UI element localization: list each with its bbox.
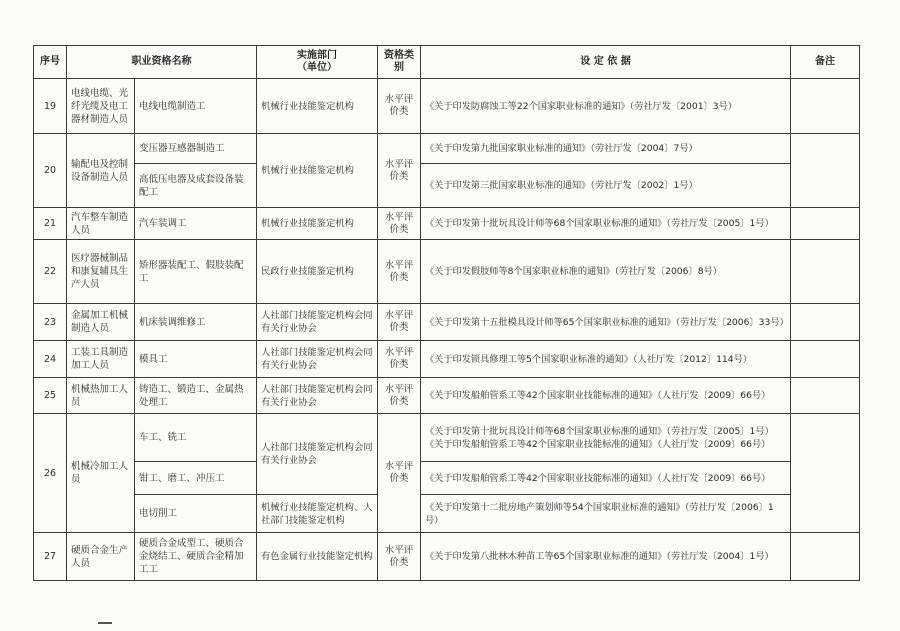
row-group: 输配电及控制设备制造人员 xyxy=(67,134,135,208)
row-dept: 有色金属行业技能鉴定机构 xyxy=(257,533,378,581)
row-dept: 人社部门技能鉴定机构会同有关行业协会 xyxy=(257,341,378,378)
row-name: 钳工、磨工、冲压工 xyxy=(135,462,257,495)
row-note xyxy=(791,240,860,304)
row-basis: 《关于印发第八批林木种苗工等65个国家职业标准的通知》（劳社厅发〔2004〕1号） xyxy=(421,533,791,581)
row-group: 工装工具制造加工人员 xyxy=(67,341,135,378)
row-seq: 20 xyxy=(34,134,67,208)
table-row xyxy=(34,462,860,495)
row-name: 电切削工 xyxy=(135,495,257,533)
qualification-table xyxy=(33,45,860,581)
row-seq: 25 xyxy=(34,378,67,414)
row-name: 矫形器装配工、假肢装配工 xyxy=(135,240,257,304)
header-row xyxy=(34,46,860,79)
row-group: 硬质合金生产人员 xyxy=(67,533,135,581)
row-group: 医疗器械制品和康复辅具生产人员 xyxy=(67,240,135,304)
row-basis: 《关于印发锁具修理工等5个国家职业标准的通知》（人社厅发〔2012〕114号） xyxy=(421,341,791,378)
row-dept: 民政行业技能鉴定机构 xyxy=(257,240,378,304)
row-basis: 《关于印发假肢师等8个国家职业标准的通知》（劳社厅发〔2006〕8号） xyxy=(421,240,791,304)
table-row xyxy=(34,164,860,208)
row-type: 水平评价类 xyxy=(378,341,421,378)
row-seq: 21 xyxy=(34,208,67,240)
header-name: 职业资格名称 xyxy=(67,46,257,79)
row-basis: 《关于印发第九批国家职业标准的通知》（劳社厅发〔2004〕7号） xyxy=(421,134,791,164)
scan-mark xyxy=(98,622,112,624)
header-seq: 序号 xyxy=(34,46,67,79)
row-note xyxy=(791,341,860,378)
row-basis: 《关于印发第十批玩具设计师等68个国家职业标准的通知》（劳社厅发〔2005〕1号）《关于印发船舶管系工等42个国家职业技能标准的通知》（人社厅发〔2009〕66号） xyxy=(421,414,791,462)
row-name: 模具工 xyxy=(135,341,257,378)
row-name: 铸造工、锻造工、金属热处理工 xyxy=(135,378,257,414)
row-group: 机械冷加工人员 xyxy=(67,414,135,533)
header-type: 资格类别 xyxy=(378,46,421,79)
row-note xyxy=(791,533,860,581)
row-note xyxy=(791,134,860,208)
row-seq: 24 xyxy=(34,341,67,378)
row-name: 电线电缆制造工 xyxy=(135,79,257,134)
header-dept: 实施部门 （单位） xyxy=(257,46,378,79)
table-row xyxy=(34,533,860,581)
row-dept: 机械行业技能鉴定机构、人社部门技能鉴定机构 xyxy=(257,495,378,533)
row-note xyxy=(791,378,860,414)
table-row xyxy=(34,495,860,533)
row-dept: 机械行业技能鉴定机构 xyxy=(257,79,378,134)
row-name: 机床装调维修工 xyxy=(135,304,257,341)
row-seq: 23 xyxy=(34,304,67,341)
row-dept: 机械行业技能鉴定机构 xyxy=(257,134,378,208)
row-group: 汽车整车制造人员 xyxy=(67,208,135,240)
row-note xyxy=(791,79,860,134)
table-row xyxy=(34,79,860,134)
row-type: 水平评价类 xyxy=(378,134,421,208)
row-type: 水平评价类 xyxy=(378,208,421,240)
row-seq: 27 xyxy=(34,533,67,581)
row-group: 机械热加工人员 xyxy=(67,378,135,414)
header-basis: 设 定 依 据 xyxy=(421,46,791,79)
table-row xyxy=(34,240,860,304)
row-note xyxy=(791,208,860,240)
row-group: 金属加工机械制造人员 xyxy=(67,304,135,341)
header-note: 备注 xyxy=(791,46,860,79)
table-row xyxy=(34,134,860,164)
row-type: 水平评价类 xyxy=(378,378,421,414)
row-name: 变压器互感器制造工 xyxy=(135,134,257,164)
row-basis: 《关于印发第十批玩具设计师等68个国家职业标准的通知》（劳社厅发〔2005〕1号） xyxy=(421,208,791,240)
table-row xyxy=(34,414,860,462)
row-name: 硬质合金成型工、硬质合金烧结工、硬质合金精加工工 xyxy=(135,533,257,581)
row-basis: 《关于印发第三批国家职业标准的通知》（劳社厅发〔2002〕1号） xyxy=(421,164,791,208)
row-type: 水平评价类 xyxy=(378,533,421,581)
row-type: 水平评价类 xyxy=(378,304,421,341)
row-basis: 《关于印发船舶管系工等42个国家职业技能标准的通知》（人社厅发〔2009〕66号） xyxy=(421,378,791,414)
row-note xyxy=(791,414,860,533)
row-basis: 《关于印发防腐蚀工等22个国家职业标准的通知》（劳社厅发〔2001〕3号） xyxy=(421,79,791,134)
row-seq: 19 xyxy=(34,79,67,134)
row-name: 汽车装调工 xyxy=(135,208,257,240)
table-row xyxy=(34,304,860,341)
row-basis: 《关于印发船舶管系工等42个国家职业技能标准的通知》（人社厅发〔2009〕66号） xyxy=(421,462,791,495)
row-dept: 人社部门技能鉴定机构会同有关行业协会 xyxy=(257,378,378,414)
row-type: 水平评价类 xyxy=(378,240,421,304)
row-dept: 人社部门技能鉴定机构会同有关行业协会 xyxy=(257,304,378,341)
row-type: 水平评价类 xyxy=(378,414,421,533)
row-name: 车工、铣工 xyxy=(135,414,257,462)
row-name: 高低压电器及成套设备装配工 xyxy=(135,164,257,208)
row-seq: 22 xyxy=(34,240,67,304)
row-group: 电线电缆、光纤光缆及电工器材制造人员 xyxy=(67,79,135,134)
row-dept: 机械行业技能鉴定机构 xyxy=(257,208,378,240)
row-type: 水平评价类 xyxy=(378,79,421,134)
table-row xyxy=(34,208,860,240)
table-row xyxy=(34,341,860,378)
table-row xyxy=(34,378,860,414)
row-seq: 26 xyxy=(34,414,67,533)
row-note xyxy=(791,304,860,341)
row-dept: 人社部门技能鉴定机构会同有关行业协会 xyxy=(257,414,378,495)
row-basis: 《关于印发第十二批房地产策划师等54个国家职业标准的通知》（劳社厅发〔2006〕1号） xyxy=(421,495,791,533)
row-basis: 《关于印发第十五批模具设计师等65个国家职业标准的通知》（劳社厅发〔2006〕33号） xyxy=(421,304,791,341)
